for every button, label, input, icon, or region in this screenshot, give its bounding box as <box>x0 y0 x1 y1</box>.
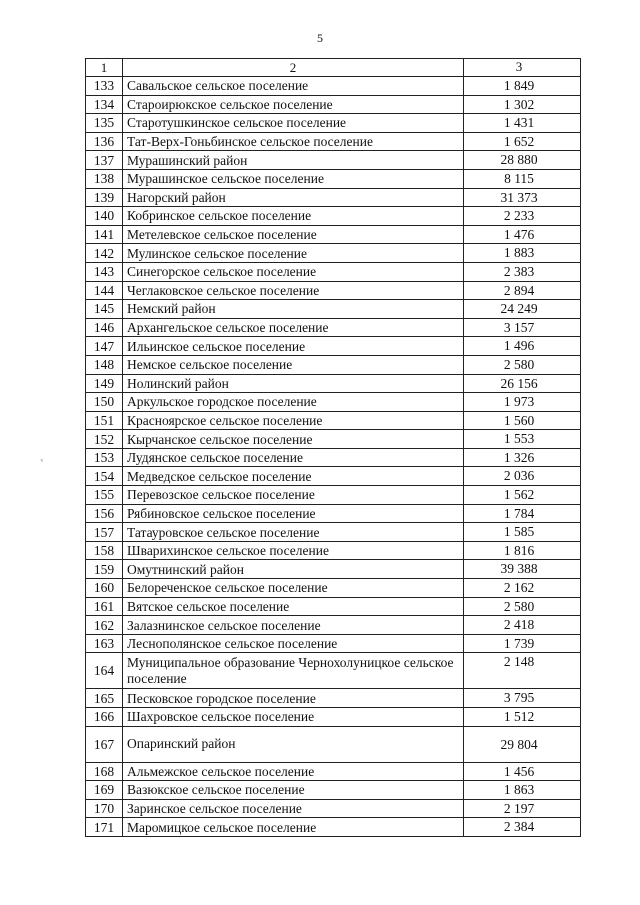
row-value: 1 863 <box>464 781 581 800</box>
row-name: Леснополянское сельское поселение <box>123 634 464 653</box>
table-row <box>86 411 581 430</box>
row-name: Лудянское сельское поселение <box>123 448 464 467</box>
row-value: 1 739 <box>464 634 581 653</box>
row-value: 2 894 <box>464 281 581 300</box>
table-row <box>86 653 581 689</box>
table-row <box>86 374 581 393</box>
row-name: Медведское сельское поселение <box>123 467 464 486</box>
table-row <box>86 337 581 356</box>
table-row <box>86 616 581 635</box>
table-row <box>86 281 581 300</box>
table-row <box>86 818 581 837</box>
row-value: 31 373 <box>464 188 581 207</box>
row-value: 1 431 <box>464 114 581 133</box>
row-number: 140 <box>86 207 123 226</box>
row-name: Кобринское сельское поселение <box>123 207 464 226</box>
table-row <box>86 762 581 781</box>
row-value: 1 652 <box>464 132 581 151</box>
row-number: 164 <box>86 653 123 689</box>
table-row <box>86 151 581 170</box>
row-value: 1 784 <box>464 504 581 523</box>
row-number: 147 <box>86 337 123 356</box>
row-name: Опаринский район <box>123 726 464 762</box>
table-row <box>86 430 581 449</box>
row-number: 159 <box>86 560 123 579</box>
row-value: 39 388 <box>464 560 581 579</box>
table-row <box>86 95 581 114</box>
row-value: 1 560 <box>464 411 581 430</box>
row-number: 161 <box>86 597 123 616</box>
row-value: 2 580 <box>464 597 581 616</box>
row-name: Вазюкское сельское поселение <box>123 781 464 800</box>
row-name: Кырчанское сельское поселение <box>123 430 464 449</box>
table-row <box>86 225 581 244</box>
table-row <box>86 597 581 616</box>
row-name: Немский район <box>123 300 464 319</box>
row-number: 138 <box>86 169 123 188</box>
row-number: 166 <box>86 708 123 727</box>
table-row <box>86 726 581 762</box>
row-number: 148 <box>86 355 123 374</box>
row-name: Мулинское сельское поселение <box>123 244 464 263</box>
table-row <box>86 523 581 542</box>
row-value: 3 157 <box>464 318 581 337</box>
row-value: 3 795 <box>464 689 581 708</box>
table-row <box>86 560 581 579</box>
row-number: 154 <box>86 467 123 486</box>
table-row <box>86 634 581 653</box>
row-number: 152 <box>86 430 123 449</box>
row-number: 142 <box>86 244 123 263</box>
row-number: 149 <box>86 374 123 393</box>
margin-mark: ᵥ <box>38 452 45 465</box>
row-value: 1 512 <box>464 708 581 727</box>
row-number: 170 <box>86 799 123 818</box>
row-name: Немское сельское поселение <box>123 355 464 374</box>
row-number: 153 <box>86 448 123 467</box>
row-number: 160 <box>86 579 123 598</box>
row-value: 1 585 <box>464 523 581 542</box>
row-number: 163 <box>86 634 123 653</box>
table-row <box>86 169 581 188</box>
table-row <box>86 188 581 207</box>
row-name: Рябиновское сельское поселение <box>123 504 464 523</box>
row-number: 150 <box>86 393 123 412</box>
header-col-2: 2 <box>123 59 464 77</box>
row-value: 2 418 <box>464 616 581 635</box>
row-number: 143 <box>86 262 123 281</box>
row-name: Песковское городское поселение <box>123 689 464 708</box>
row-name: Ильинское сельское поселение <box>123 337 464 356</box>
row-name: Тат-Верх-Гоньбинское сельское поселение <box>123 132 464 151</box>
row-number: 141 <box>86 225 123 244</box>
header-col-1: 1 <box>86 59 123 77</box>
row-number: 168 <box>86 762 123 781</box>
row-number: 137 <box>86 151 123 170</box>
row-value: 1 883 <box>464 244 581 263</box>
table-row <box>86 244 581 263</box>
row-name: Вятское сельское поселение <box>123 597 464 616</box>
row-name: Шахровское сельское поселение <box>123 708 464 727</box>
table-row <box>86 448 581 467</box>
row-number: 156 <box>86 504 123 523</box>
row-name: Метелевское сельское поселение <box>123 225 464 244</box>
table-row <box>86 799 581 818</box>
page-number: 5 <box>317 31 323 45</box>
table-row <box>86 579 581 598</box>
row-number: 139 <box>86 188 123 207</box>
row-number: 145 <box>86 300 123 319</box>
row-name: Белореченское сельское поселение <box>123 579 464 598</box>
row-number: 169 <box>86 781 123 800</box>
row-value: 2 384 <box>464 818 581 837</box>
row-name: Альмежское сельское поселение <box>123 762 464 781</box>
table-row <box>86 781 581 800</box>
row-value: 2 162 <box>464 579 581 598</box>
row-number: 135 <box>86 114 123 133</box>
row-number: 162 <box>86 616 123 635</box>
row-name: Татауровское сельское поселение <box>123 523 464 542</box>
row-name: Старотушкинское сельское поселение <box>123 114 464 133</box>
row-value: 8 115 <box>464 169 581 188</box>
table-row <box>86 114 581 133</box>
row-value: 1 973 <box>464 393 581 412</box>
row-name: Аркульское городское поселение <box>123 393 464 412</box>
row-number: 158 <box>86 541 123 560</box>
row-name: Нагорский район <box>123 188 464 207</box>
row-name: Архангельское сельское поселение <box>123 318 464 337</box>
row-number: 157 <box>86 523 123 542</box>
row-name: Староирюкское сельское поселение <box>123 95 464 114</box>
table-row <box>86 504 581 523</box>
row-value: 26 156 <box>464 374 581 393</box>
table-row <box>86 318 581 337</box>
row-value: 2 383 <box>464 262 581 281</box>
row-value: 1 476 <box>464 225 581 244</box>
row-value: 1 302 <box>464 95 581 114</box>
row-value: 1 562 <box>464 486 581 505</box>
row-value: 1 496 <box>464 337 581 356</box>
row-number: 155 <box>86 486 123 505</box>
table-row <box>86 262 581 281</box>
row-number: 171 <box>86 818 123 837</box>
row-name: Залазнинское сельское поселение <box>123 616 464 635</box>
row-number: 134 <box>86 95 123 114</box>
row-value: 2 580 <box>464 355 581 374</box>
table-row <box>86 132 581 151</box>
row-name: Омутнинский район <box>123 560 464 579</box>
table-row <box>86 689 581 708</box>
row-number: 165 <box>86 689 123 708</box>
population-table <box>85 58 581 837</box>
row-value: 2 036 <box>464 467 581 486</box>
row-value: 1 326 <box>464 448 581 467</box>
row-name: Мурашинский район <box>123 151 464 170</box>
row-value: 2 197 <box>464 799 581 818</box>
row-name: Чеглаковское сельское поселение <box>123 281 464 300</box>
row-value: 2 148 <box>464 653 581 689</box>
table-row <box>86 486 581 505</box>
table-row <box>86 467 581 486</box>
table-row <box>86 708 581 727</box>
row-number: 136 <box>86 132 123 151</box>
row-number: 146 <box>86 318 123 337</box>
row-name: Муниципальное образование Чернохолуницкое сельское поселение <box>123 653 464 689</box>
table-row <box>86 300 581 319</box>
row-name: Перевозское сельское поселение <box>123 486 464 505</box>
row-value: 2 233 <box>464 207 581 226</box>
row-number: 144 <box>86 281 123 300</box>
row-name: Заринское сельское поселение <box>123 799 464 818</box>
row-value: 1 456 <box>464 762 581 781</box>
row-name: Маромицкое сельское поселение <box>123 818 464 837</box>
row-value: 24 249 <box>464 300 581 319</box>
header-col-3: 3 <box>464 59 581 77</box>
table-row <box>86 355 581 374</box>
row-value: 29 804 <box>464 726 581 762</box>
row-value: 1 816 <box>464 541 581 560</box>
row-name: Савальское сельское поселение <box>123 77 464 96</box>
row-number: 133 <box>86 77 123 96</box>
row-value: 1 553 <box>464 430 581 449</box>
table-body <box>86 59 581 837</box>
row-number: 151 <box>86 411 123 430</box>
table-row <box>86 541 581 560</box>
table-row <box>86 393 581 412</box>
row-number: 167 <box>86 726 123 762</box>
row-name: Красноярское сельское поселение <box>123 411 464 430</box>
row-value: 1 849 <box>464 77 581 96</box>
table-header-row <box>86 59 581 77</box>
table-row <box>86 207 581 226</box>
row-value: 28 880 <box>464 151 581 170</box>
row-name: Нолинский район <box>123 374 464 393</box>
table-row <box>86 77 581 96</box>
row-name: Мурашинское сельское поселение <box>123 169 464 188</box>
row-name: Синегорское сельское поселение <box>123 262 464 281</box>
row-name: Шварихинское сельское поселение <box>123 541 464 560</box>
